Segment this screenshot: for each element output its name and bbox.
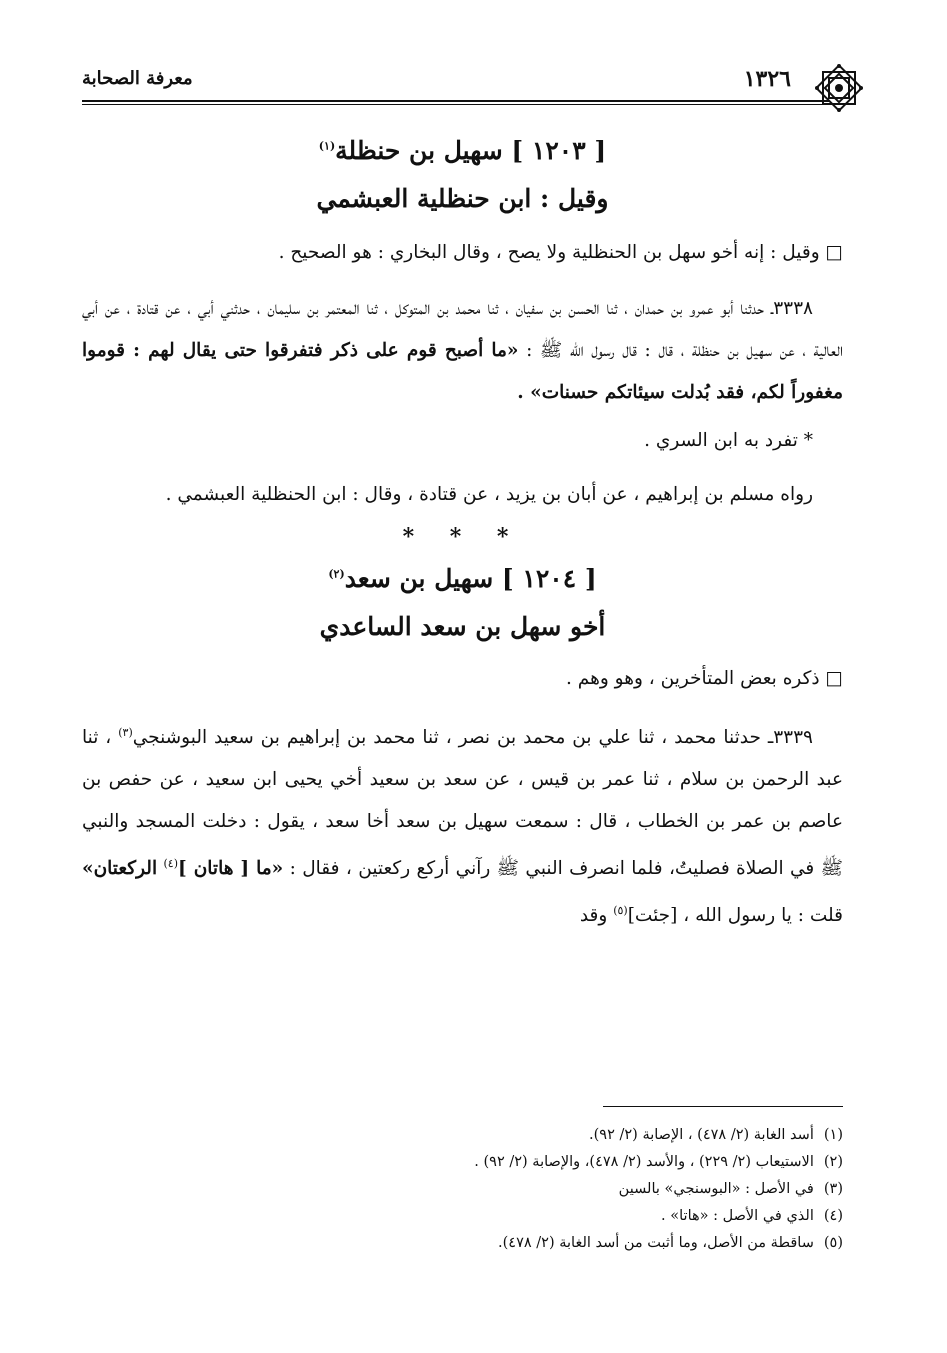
remark-line: * تفرد به ابن السري . (644, 430, 813, 451)
footnote-marker: (١) (318, 139, 336, 153)
footnote-marker: (٣) (118, 726, 133, 739)
entry-heading-text: [ ١٢٠٣ ] سهيل بن حنظلة (335, 136, 607, 165)
footnote (82, 1149, 843, 1176)
footnote-number: (٤) (823, 1208, 843, 1224)
entry-note: □ ذكره بعض المتأخرين ، وهو وهم . (566, 668, 843, 689)
footnote (82, 1203, 843, 1230)
hadith-text: الركعتان» (82, 858, 158, 880)
narration-paragraph: رواه مسلم بن إبراهيم ، عن أبان بن يزيد ، عن قتادة ، وقال : ابن الحنظلية العبشمي . (165, 484, 813, 505)
isnad-text: وقد (579, 905, 608, 927)
section-separator: * * * (402, 524, 523, 550)
footnote-number: (١) (823, 1127, 843, 1143)
footnote-text: الذي في الأصل : «هاتا» . (661, 1208, 814, 1224)
footnote (82, 1230, 843, 1257)
entry-heading (82, 136, 843, 166)
footnote (82, 1176, 843, 1203)
footnote-rule (603, 1106, 843, 1107)
footnotes (82, 1122, 843, 1257)
footnote-number: (٥) (823, 1235, 843, 1251)
hadith-text: «ما أصبح قوم على ذكر فتفرقوا حتى يقال لهم : قوموا مغفوراً لكم، فقد بُدلت سيئاتكم حسنات» . (82, 340, 843, 403)
footnote-text: الاستيعاب (٢/ ٢٢٩) ، والأسد (٢/ ٤٧٨)، والإصابة (٢/ ٩٢) . (474, 1154, 814, 1170)
entry-heading-text: [ ١٢٠٤ ] سهيل بن سعد (344, 564, 597, 593)
isnad-text: ، ثنا عبد الرحمن بن سلام ، ثنا عمر بن قيس ، عن سعد بن سعيد أخي يحيى ابن سعيد ، عن حفص بن عاصم بن عمر بن الخطاب ، قال : سمعت سهيل بن سعد أخا سعد ، يقول : دخلت المسجد والنبي ﷺ في الصلاة فصليتُ، فلما انصرف النبي ﷺ رآني أركع ركعتين ، فقال : (82, 727, 843, 880)
header-rule-thin (82, 104, 829, 105)
footnote-number: (٢) (823, 1154, 843, 1170)
isnad-text: ٣٣٣٨ـ حدثنا أبو عمرو بن حمدان ، ثنا الحسن بن سفيان ، ثنا محمد بن المتوكل ، ثنا المعتمر بن سليمان ، حدثني أبي ، عن قتادة ، عن أبي العالية ، عن سهيل بن حنظلة ، قال : قال رسول الله ﷺ : (82, 298, 844, 361)
eight-point-star-ornament-icon (811, 60, 867, 116)
footnote-marker: (٥) (613, 904, 628, 918)
isnad-text: قلت : يا رسول الله ، [جئت] (627, 905, 843, 927)
footnote-text: ساقطة من الأصل، وما أثبت من أسد الغابة (٢/ ٤٧٨). (498, 1235, 814, 1251)
running-title: معرفة الصحابة (82, 68, 193, 89)
hadith-paragraph (82, 288, 843, 414)
header-rule (82, 100, 829, 102)
isnad-text: ٣٣٣٩ـ حدثنا محمد ، ثنا علي بن محمد بن نصر ، ثنا محمد بن إبراهيم بن سعيد البوشنجي (132, 727, 813, 749)
footnote-marker: (٤) (163, 857, 178, 871)
hadith-text: «ما [ هاتان ] (178, 858, 284, 880)
entry-subheading: أخو سهل بن سعد الساعدي (319, 612, 606, 641)
footnote-number: (٣) (823, 1181, 843, 1197)
main-text (82, 128, 843, 937)
entry-note: □ وقيل : إنه أخو سهل بن الحنظلية ولا يصح ، وقال البخاري : هو الصحيح . (278, 242, 843, 263)
footnote-text: في الأصل : «البوسنجي» بالسين (618, 1181, 814, 1197)
footnote-text: أسد الغابة (٢/ ٤٧٨) ، الإصابة (٢/ ٩٢). (589, 1127, 814, 1143)
hadith-paragraph (82, 712, 843, 937)
entry-heading (82, 564, 843, 594)
entry-subheading: وقيل : ابن حنظلية العبشمي (316, 184, 609, 213)
page-number: ١٣٢٦ (743, 66, 791, 92)
footnote-marker: (٢) (328, 567, 345, 581)
page-header (70, 62, 849, 102)
footnote (82, 1122, 843, 1149)
